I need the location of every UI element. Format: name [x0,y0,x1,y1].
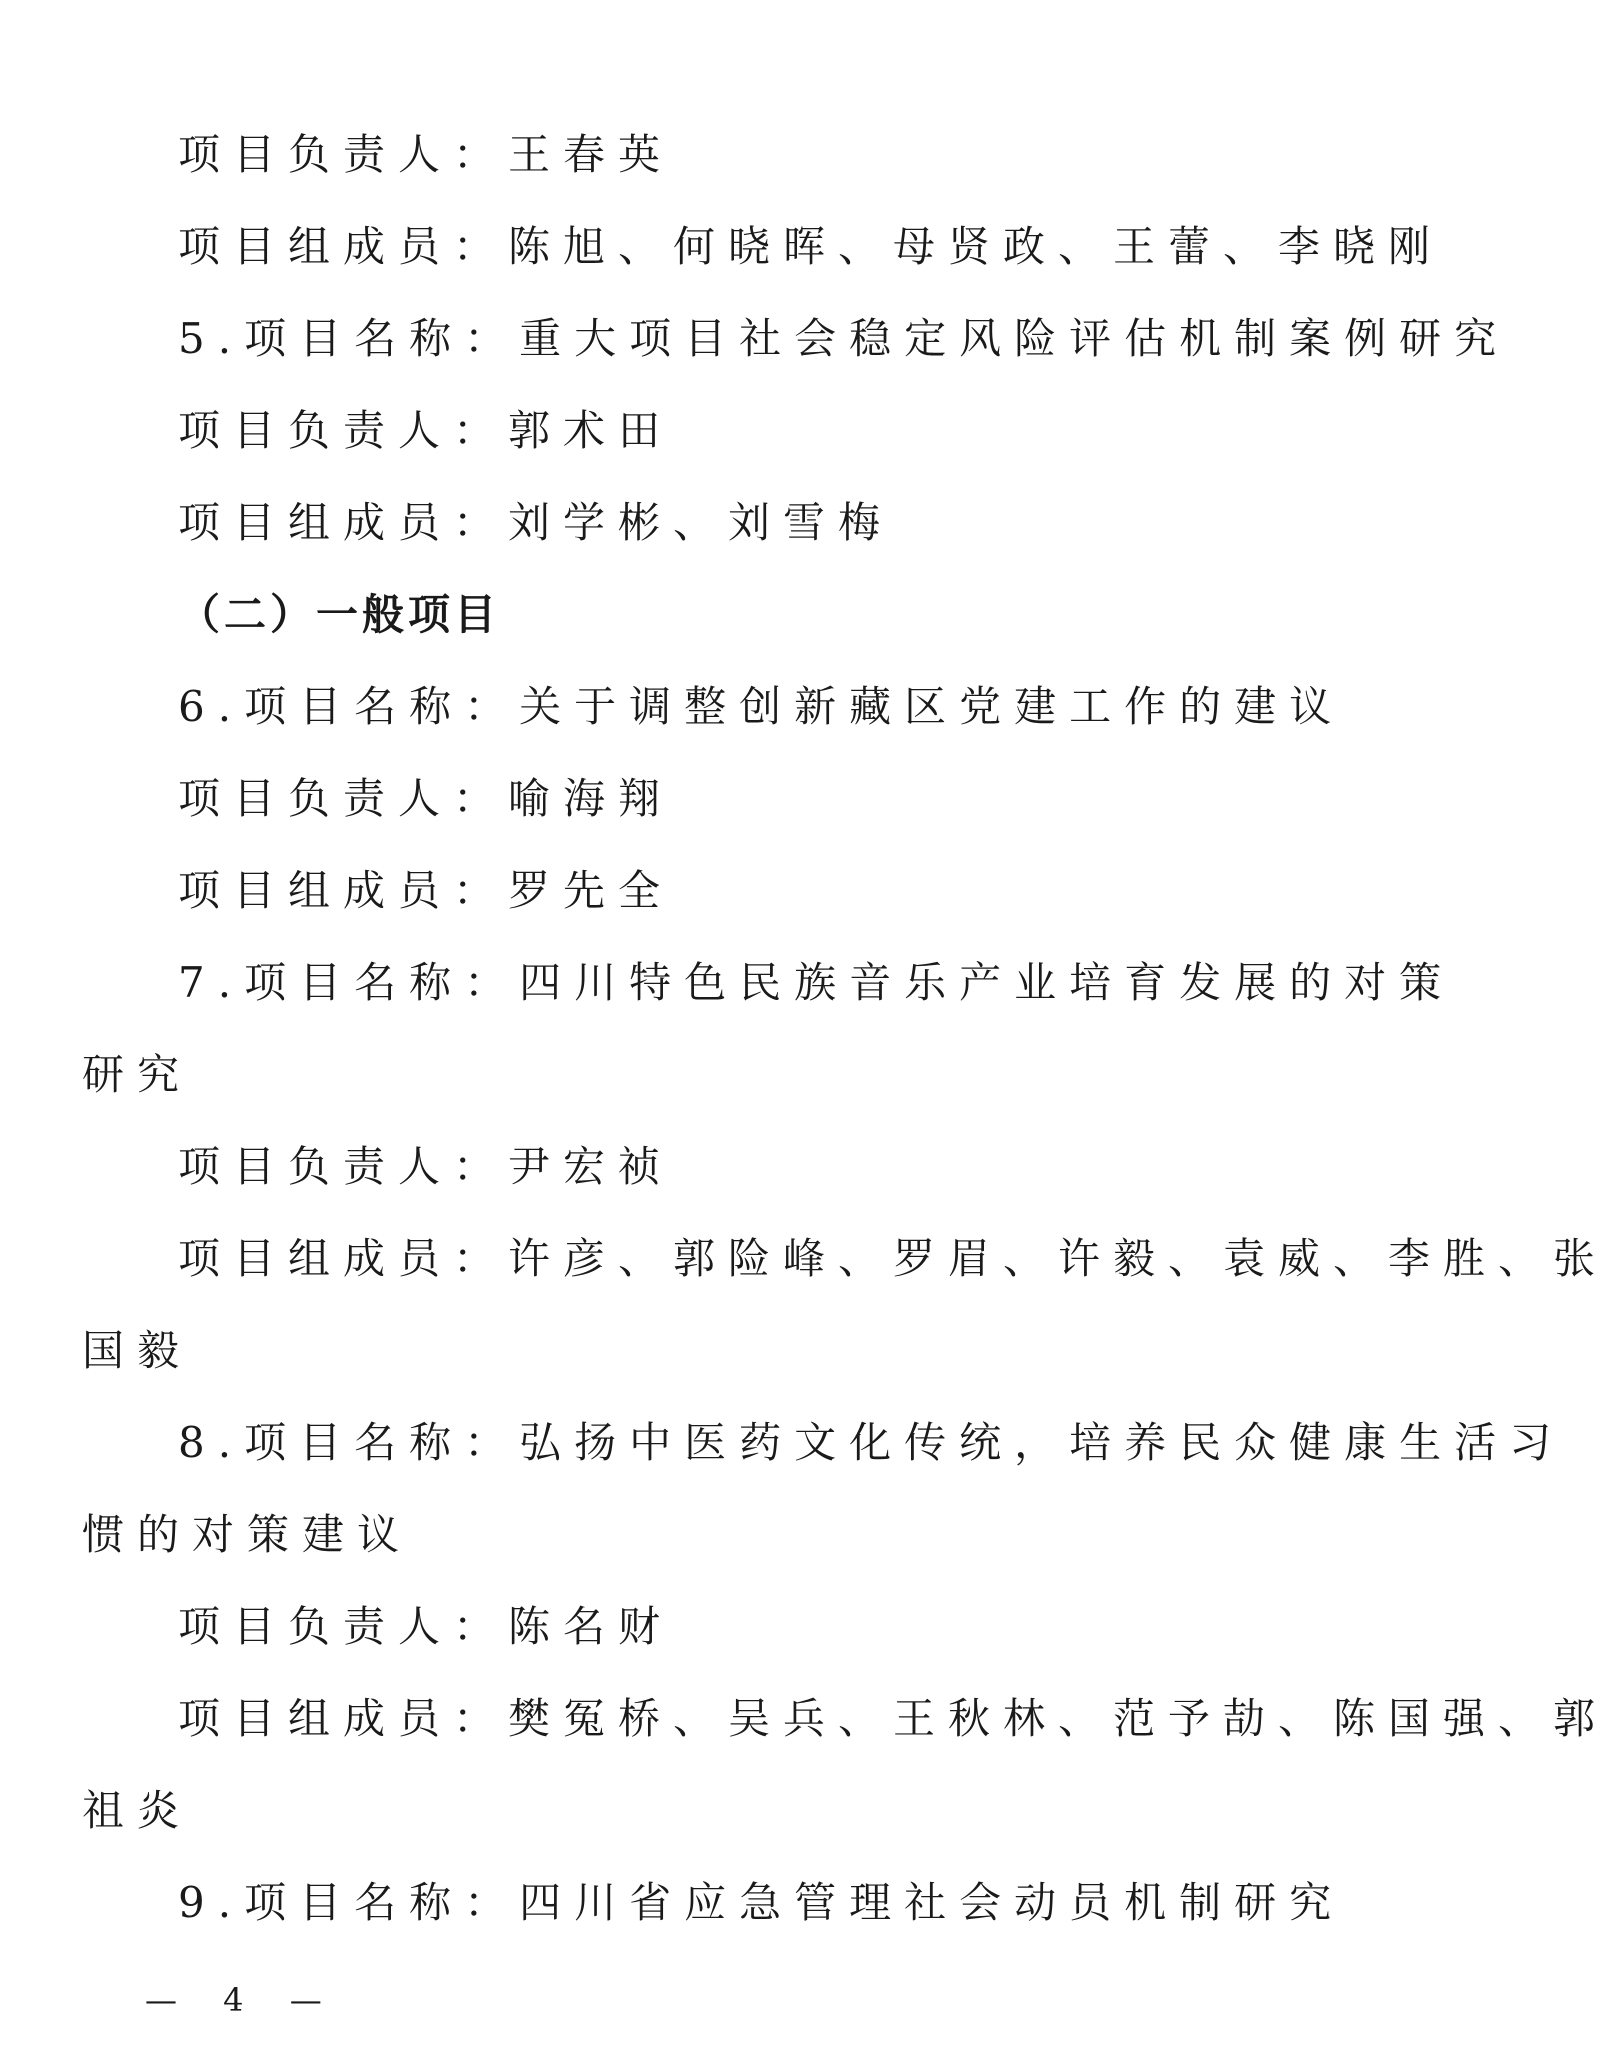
project-6-leader: 项目负责人：喻海翔 [178,774,674,823]
project-8-leader: 项目负责人：陈名财 [178,1602,674,1651]
project-7-members: 项目组成员：许彦、郭险峰、罗眉、许毅、袁威、李胜、张 [178,1234,1608,1283]
project-8-title-continued: 惯的对策建议 [82,1510,413,1559]
project-7-title-continued: 研究 [82,1050,193,1099]
project-7-title: 7.项目名称：四川特色民族音乐产业培育发展的对策 [178,958,1455,1007]
project-4-members: 项目组成员：陈旭、何晓晖、母贤政、王蕾、李晓刚 [178,222,1444,271]
project-6-title: 6.项目名称：关于调整创新藏区党建工作的建议 [178,682,1345,731]
project-7-leader: 项目负责人：尹宏祯 [178,1142,674,1191]
project-8-members: 项目组成员：樊冤桥、吴兵、王秋林、范予劼、陈国强、郭 [178,1694,1608,1743]
project-4-leader: 项目负责人：王春英 [178,130,674,179]
project-5-members: 项目组成员：刘学彬、刘雪梅 [178,498,894,547]
project-6-members: 项目组成员：罗先全 [178,866,674,915]
project-7-members-continued: 国毅 [82,1326,193,1375]
section-heading-general-projects: （二）一般项目 [178,590,501,639]
page-number: — 4 — [145,1981,340,2019]
project-8-title: 8.项目名称：弘扬中医药文化传统，培养民众健康生活习 [178,1418,1565,1467]
project-5-title: 5.项目名称：重大项目社会稳定风险评估机制案例研究 [178,314,1510,363]
project-9-title: 9.项目名称：四川省应急管理社会动员机制研究 [178,1878,1345,1927]
project-5-leader: 项目负责人：郭术田 [178,406,674,455]
project-8-members-continued: 祖炎 [82,1786,193,1835]
